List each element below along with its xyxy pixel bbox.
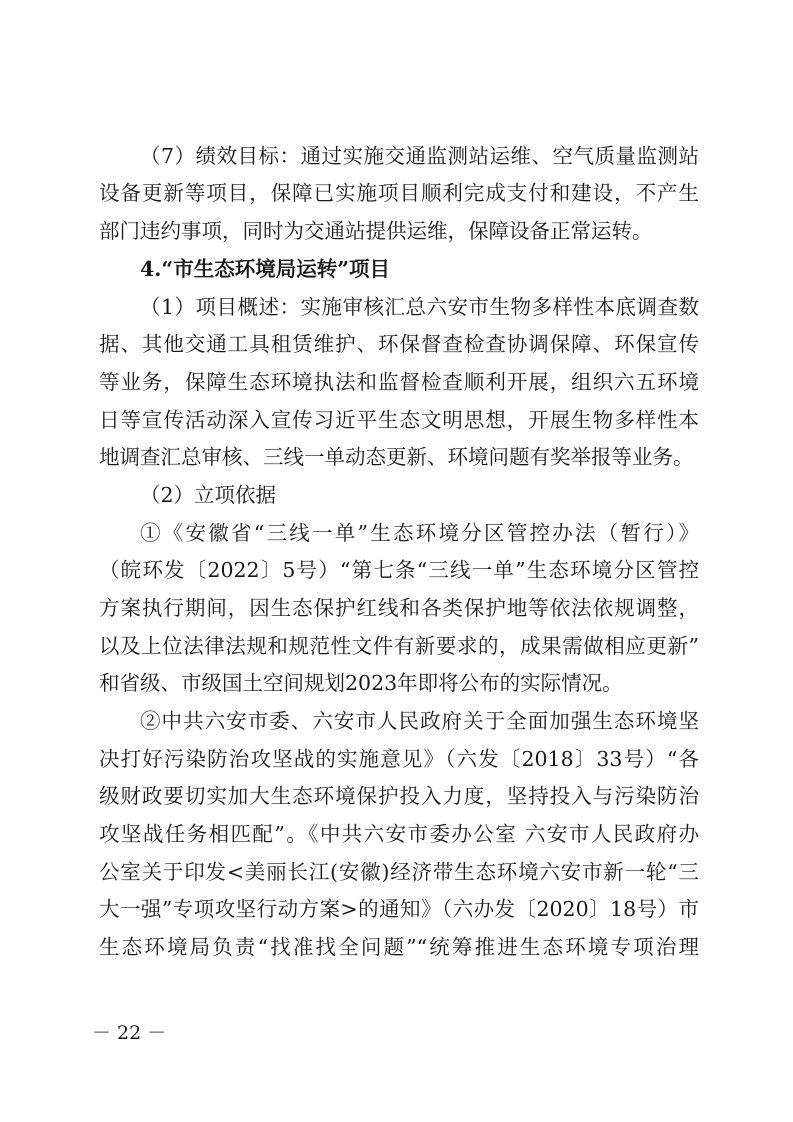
paragraph-line: 部门违约事项，同时为交通站提供运维，保障设备正常运转。 [99, 219, 653, 243]
paragraph-line: 日等宣传活动深入宣传习近平生态文明思想，开展生物多样性本 [99, 408, 699, 432]
paragraph-line: 方案执行期间，因生态保护红线和各类保护地等依法依规调整， [99, 596, 699, 620]
paragraph-line: 据、其他交通工具租赁维护、环保督查检查协调保障、环保宣传 [99, 332, 699, 356]
section-heading: 4.“市生态环境局运转”项目 [140, 257, 390, 281]
paragraph-line: 大一强”专项攻坚行动方案>的通知》（六办发〔2020〕18号）市 [99, 897, 699, 921]
paragraph-line: 级财政要切实加大生态环境保护投入力度，坚持投入与污染防治 [99, 784, 699, 808]
paragraph-line: 和省级、市级国土空间规划2023年即将公布的实际情况。 [99, 671, 623, 695]
paragraph-line: 以及上位法律法规和规范性文件有新要求的，成果需做相应更新” [99, 634, 699, 658]
paragraph-line: （1）项目概述：实施审核汇总六安市生物多样性本底调查数 [140, 295, 699, 319]
paragraph-line: 等业务，保障生态环境执法和监督检查顺利开展，组织六五环境 [99, 370, 699, 394]
paragraph-line: ②中共六安市委、六安市人民政府关于全面加强生态环境坚 [140, 709, 699, 733]
subsection-heading: （2）立项依据 [140, 483, 277, 507]
paragraph-line: ①《安徽省“三线一单”生态环境分区管控办法（暂行）》 [140, 521, 699, 545]
paragraph-line: 决打好污染防治攻坚战的实施意见》（六发〔2018〕33号）“各 [99, 747, 699, 771]
paragraph-line: （7）绩效目标：通过实施交通监测站运维、空气质量监测站 [140, 144, 699, 168]
paragraph-line: 设备更新等项目，保障已实施项目顺利完成支付和建设，不产生 [99, 181, 699, 205]
paragraph-line: 地调查汇总审核、三线一单动态更新、环境问题有奖举报等业务。 [99, 445, 694, 469]
paragraph-line: 生态环境局负责“找准找全问题”“统筹推进生态环境专项治理 [99, 935, 699, 959]
page-number: － 22 － [92, 1022, 167, 1044]
paragraph-line: 公室关于印发<美丽长江(安徽)经济带生态环境六安市新一轮“三 [99, 860, 699, 884]
paragraph-line: 攻坚战任务相匹配”。《中共六安市委办公室 六安市人民政府办 [99, 822, 699, 846]
paragraph-line: （皖环发〔2022〕5号）“第七条“三线一单”生态环境分区管控 [99, 558, 699, 582]
